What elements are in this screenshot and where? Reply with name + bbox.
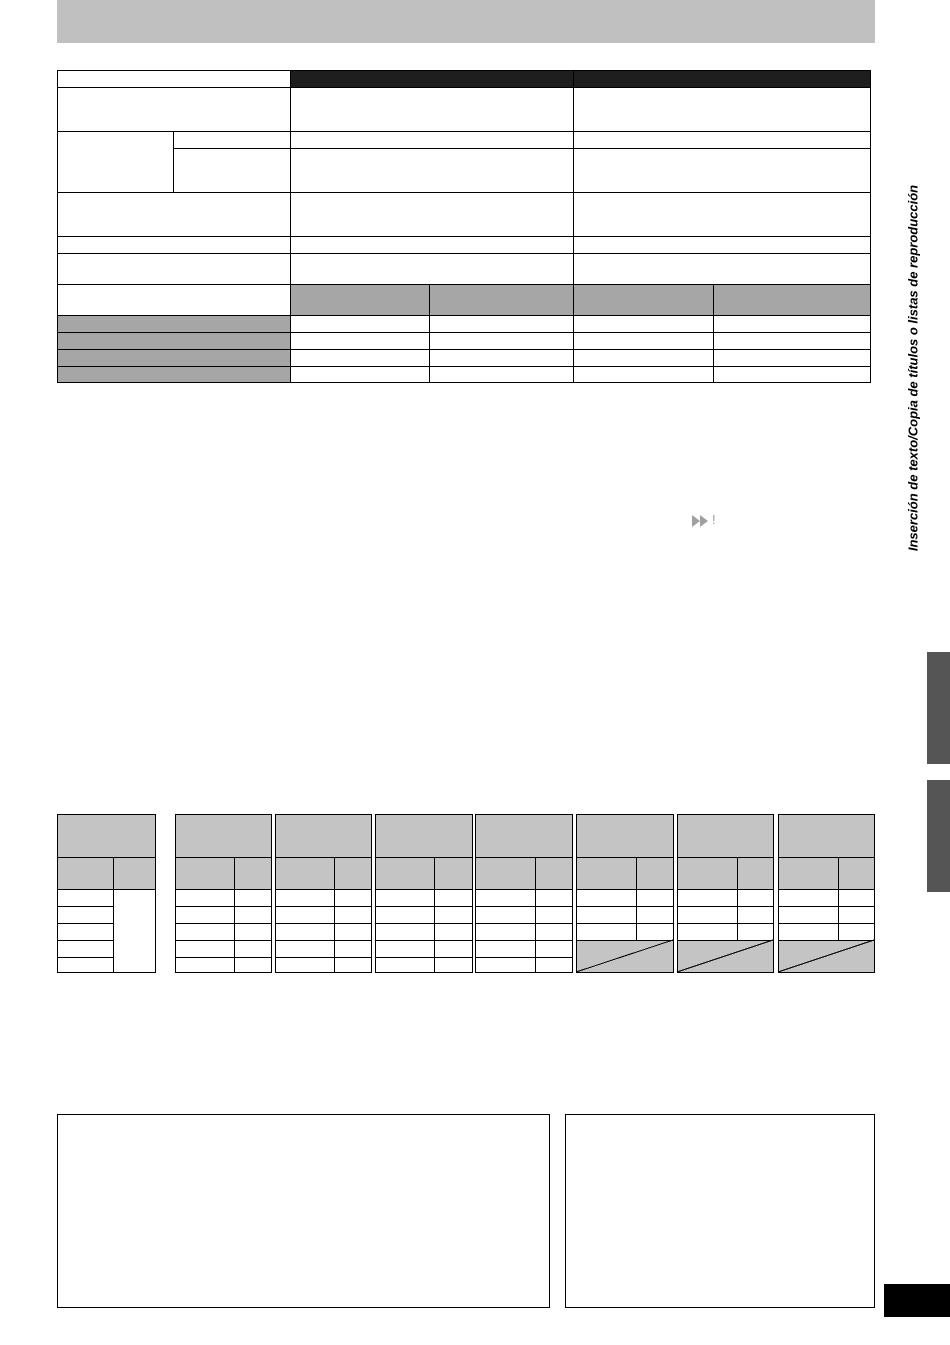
spec-table-gray-cells [57, 284, 871, 383]
sub-header-cell-1 [290, 284, 429, 315]
side-title [893, 140, 933, 595]
small-table-4 [375, 814, 473, 973]
small-table-6 [576, 814, 674, 973]
reference-note [692, 512, 722, 530]
spec-header-right [573, 70, 871, 87]
spec-table-dark-headers [290, 70, 871, 87]
section-tab-1 [927, 652, 950, 764]
small-table-5 [475, 814, 573, 973]
side-title-text: Inserción de texto/Copia de títulos o listas de reproducción [905, 184, 921, 551]
page-number-box [884, 1284, 950, 1317]
sub-header-cell-4 [713, 284, 871, 315]
note-box-left [57, 1114, 550, 1308]
reference-mark: ! [712, 512, 716, 527]
small-table-3 [275, 814, 372, 973]
row-label-1 [57, 315, 290, 332]
small-table-2 [175, 814, 272, 973]
section-tab-2 [927, 780, 950, 892]
row-label-2 [57, 332, 290, 349]
small-tables-row [0, 800, 950, 985]
sub-header-cell-3 [573, 284, 713, 315]
fast-forward-icon [692, 514, 712, 528]
sub-header-cell-2 [429, 284, 573, 315]
small-table-7 [677, 814, 774, 973]
note-box-right [565, 1114, 875, 1308]
row-label-3 [57, 349, 290, 366]
spec-header-left [290, 70, 573, 87]
spec-table [0, 0, 950, 400]
small-table-8 [778, 814, 875, 973]
row-label-4 [57, 366, 290, 383]
small-table-1 [57, 814, 156, 973]
